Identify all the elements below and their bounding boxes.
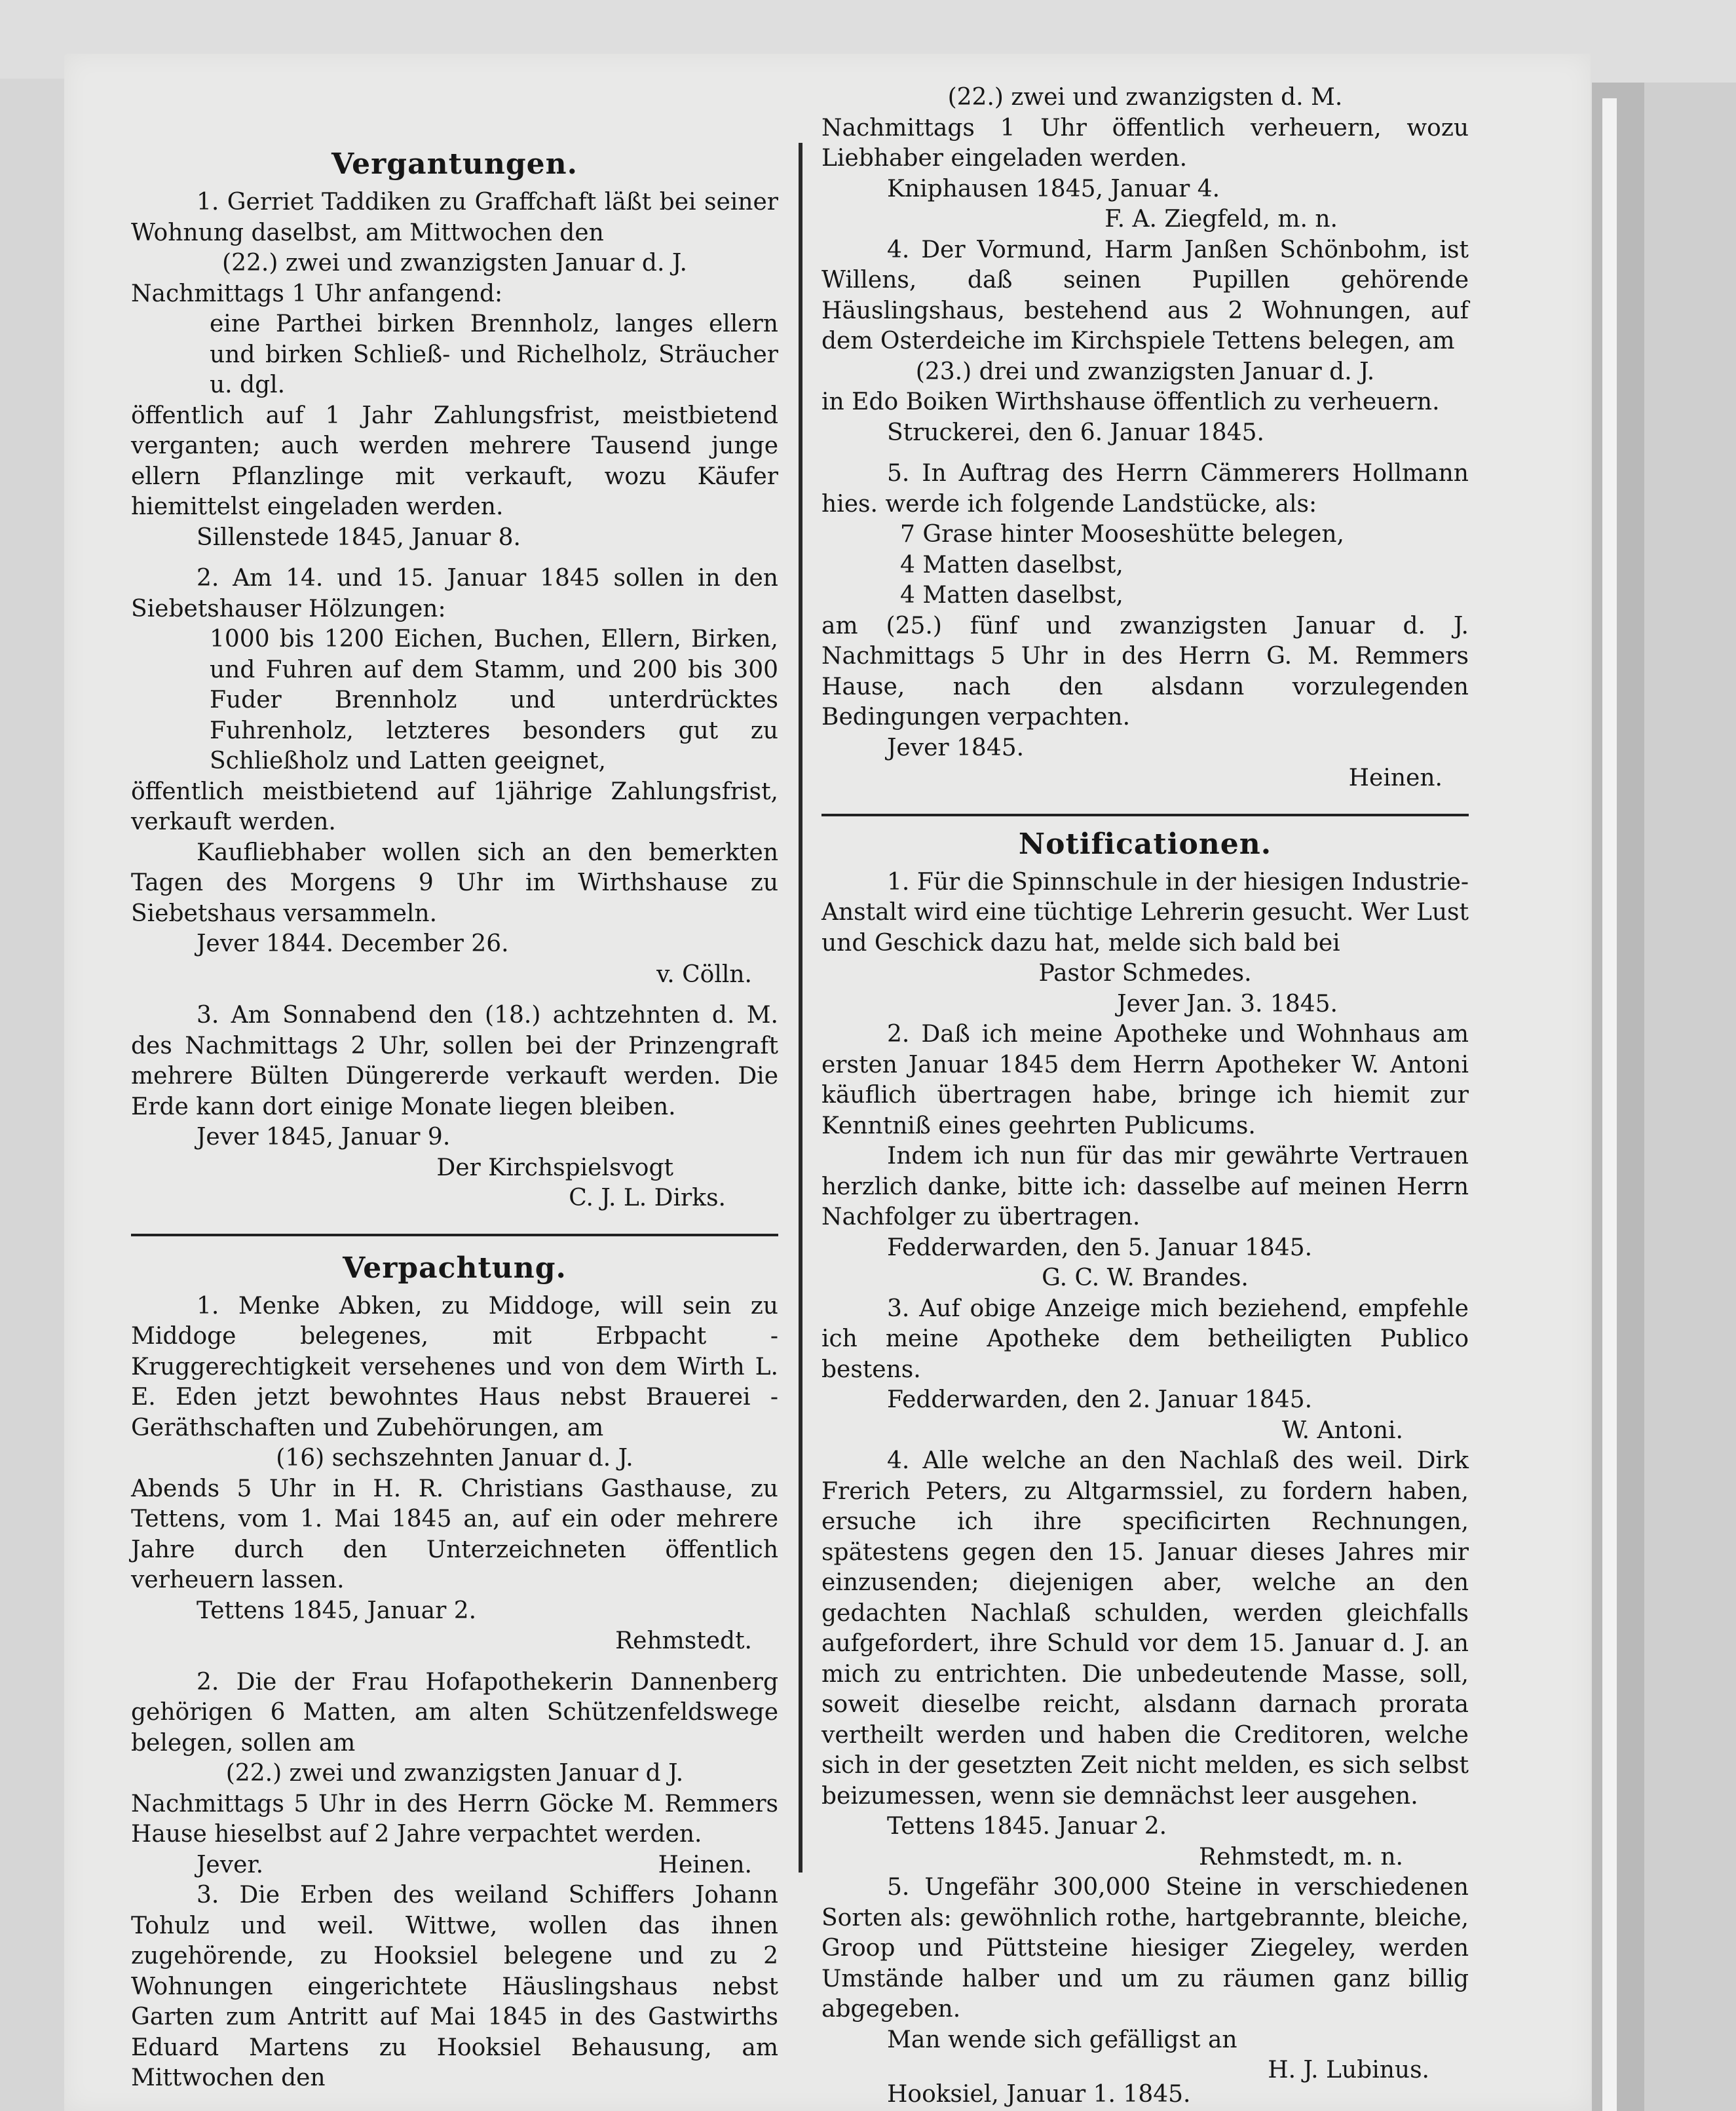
vergantung-1-time: Nachmittags 1 Uhr anfangend: [131, 280, 503, 307]
notification-3-signature: W. Antoni. [1281, 1417, 1403, 1444]
notification-5-signature: H. J. Lubinus. [1268, 2057, 1429, 2083]
section-rule [131, 1234, 778, 1236]
notification-5-continuation: Man wende sich gefälligst an [887, 2026, 1237, 2053]
vergantung-2-buyers: Kaufliebhaber wollen sich an den bemerkten Tagen des Morgens 9 Uhr im Wirthshause zu Siebetshaus versammeln. [131, 839, 778, 927]
vergantung-3-place-date: Jever 1845, Januar 9. [197, 1124, 451, 1151]
verpachtung-1-text: 1. Menke Abken, zu Middoge, will sein zu Middoge belegenes, mit Erbpacht - Kruggerechtigkeit versehenes und von dem Wirth L. E. Eden jetzt bewohntes Haus nebst Brauerei - Geräthschaften und Zubehörungen, am [131, 1292, 778, 1441]
previous-page-edge [0, 79, 67, 2111]
vergantung-1-place-date: Sillenstede 1845, Januar 8. [197, 523, 521, 551]
notification-1-place-date: Jever Jan. 3. 1845. [1117, 990, 1338, 1017]
verpachtung-4-place-date: Struckerei, den 6. Januar 1845. [887, 419, 1264, 446]
verpachtung-4-text: 4. Der Vormund, Harm Janßen Schönbohm, ist Willens, daß seinen Pupillen gehörende Häuslingshaus, bestehend aus 2 Wohnungen, auf dem Osterdeiche im Kirchspiele Tettens belegen, am [821, 236, 1469, 354]
vergantung-2-place-date: Jever 1844. December 26. [197, 930, 509, 957]
verpachtung-1-signature: Rehmstedt. [615, 1627, 752, 1654]
vergantung-1-text: 1. Gerriet Taddiken zu Graffchaft läßt bei seiner Wohnung daselbst, am Mittwochen den [131, 189, 778, 246]
verpachtung-4-date: (23.) drei und zwanzigsten Januar d. J. [915, 358, 1375, 385]
verpachtung-2-date: (22.) zwei und zwanzigsten Januar d J. [225, 1760, 684, 1787]
vergantung-3-signature-name: C. J. L. Dirks. [569, 1185, 726, 1211]
verpachtung-2-continuation: Nachmittags 5 Uhr in des Herrn Göcke M. Remmers Hause hieselbst auf 2 Jahre verpachtet werden. [131, 1790, 778, 1848]
book-edge-shadow [1592, 83, 1644, 2111]
column-divider [799, 143, 802, 1873]
vergantung-2-continuation: öffentlich meistbietend auf 1jährige Zahlungsfrist, verkauft werden. [131, 778, 778, 835]
vergantung-1-continuation: öffentlich auf 1 Jahr Zahlungsfrist, meistbietend verganten; auch werden mehrere Tausend junge ellern Pflanzlinge mit verkauft, wozu Käufer hiemittelst eingeladen werden. [131, 402, 778, 520]
verpachtung-5-item-1: 7 Grase hinter Mooseshütte belegen, [900, 521, 1344, 548]
heading-vergantungen: Vergantungen. [331, 147, 578, 181]
notification-3-text: 3. Auf obige Anzeige mich beziehend, empfehle ich meine Apotheke dem betheiligten Publico bestens. [821, 1295, 1469, 1383]
vergantung-3-text: 3. Am Sonnabend den (18.) achtzehnten d. M. des Nachmittags 2 Uhr, sollen bei der Prinzengraft mehrere Bülten Düngererde verkauft werden. Die Erde kann dort einige Monate liegen bleiben. [131, 1002, 778, 1120]
notification-4-signature: Rehmstedt, m. n. [1198, 1843, 1403, 1871]
notification-5-text: 5. Ungefähr 300,000 Steine in verschiedenen Sorten als: gewöhnlich rothe, hartgebrannte, bleiche, Groop und Püttsteine hiesiger Ziegeley, werden Umstände halber und um zu räumen ganz billig abgegeben. [821, 1874, 1469, 2023]
notification-4-text: 4. Alle welche an den Nachlaß des weil. Dirk Frerich Peters, zu Altgarmssiel, zu fordern haben, ersuche ich ihre specificirten Rechnungen, spätestens gegen den 15. Januar dieses Jahres mir einzusenden; diejenigen aber, welche an den gedachten Nachlaß schulden, werden gleichfalls aufgefordert, ihre Schuld vor dem 15. Januar d. J. an mich zu entrichten. Die unbedeutende Masse, soll, soweit dieselbe reicht, alsdann darnach prorata vertheilt werden und haben die Creditoren, welche sich in der gesetzten Zeit nicht melden, es sich selbst beizumessen, wenn sie demnächst leer ausgehen. [821, 1447, 1469, 1810]
notification-1-name: Pastor Schmedes. [1038, 960, 1252, 987]
verpachtung-2-signature: Heinen. [658, 1851, 752, 1878]
notification-2-signature: G. C. W. Brandes. [1042, 1265, 1249, 1291]
notification-1-text: 1. Für die Spinnschule in der hiesigen Industrie-Anstalt wird eine tüchtige Lehrerin gesucht. Wer Lust und Geschick dazu hat, melde sich bald bei [821, 868, 1469, 957]
notification-2-place-date: Fedderwarden, den 5. Januar 1845. [887, 1234, 1313, 1261]
verpachtung-1-continuation: Abends 5 Uhr in H. R. Christians Gasthause, zu Tettens, vom 1. Mai 1845 an, auf ein oder mehrere Jahre durch den Unterzeichneten öffentlich verheuern lassen. [131, 1475, 778, 1593]
verpachtung-3-date: (22.) zwei und zwanzigsten d. M. [947, 84, 1343, 111]
vergantung-1-date: (22.) zwei und zwanzigsten Januar d. J. [222, 250, 687, 276]
verpachtung-4-continuation: in Edo Boiken Wirthshause öffentlich zu verheuern. [821, 389, 1440, 415]
left-column [131, 83, 778, 2094]
vergantung-2-text: 2. Am 14. und 15. Januar 1845 sollen in den Siebetshauser Hölzungen: [131, 565, 778, 622]
verpachtung-3-text: 3. Die Erben des weiland Schiffers Johann Tohulz und weil. Wittwe, wollen das ihnen zugehörende, zu Hooksiel belegene und zu 2 Wohnungen eingerichtete Häuslingshaus nebst Garten zum Antritt auf Mai 1845 in des Gastwirths Eduard Martens zu Hooksiel Behausung, am Mittwochen den [131, 1882, 778, 2091]
verpachtung-1-date: (16) sechszehnten Januar d. J. [276, 1445, 633, 1472]
verpachtung-5-signature: Heinen. [1348, 765, 1443, 791]
notification-4-place-date: Tettens 1845. Januar 2. [887, 1813, 1167, 1840]
vergantung-3-signature-title: Der Kirchspielsvogt [436, 1154, 673, 1181]
section-rule [821, 814, 1469, 816]
vergantung-1-items: eine Parthei birken Brennholz, langes ellern und birken Schließ- und Richelholz, Sträucher u. dgl. [210, 311, 778, 398]
heading-notificationen: Notificationen. [1018, 827, 1272, 861]
verpachtung-5-place-date: Jever 1845. [887, 734, 1025, 761]
verpachtung-2-place: Jever. [197, 1851, 264, 1878]
right-column [821, 83, 1469, 2110]
vergantung-2-items: 1000 bis 1200 Eichen, Buchen, Ellern, Birken, und Fuhren auf dem Stamm, und 200 bis 300 Fuder Brennholz und unterdrücktes Fuhrenholz, letzteres besonders gut zu Schließholz und Latten geeignet, [210, 626, 778, 774]
notification-3-place-date: Fedderwarden, den 2. Januar 1845. [887, 1386, 1313, 1413]
vergantung-2-signature: v. Cölln. [656, 960, 752, 988]
verpachtung-5-item-3: 4 Matten daselbst, [900, 582, 1123, 609]
verpachtung-3-place-date: Kniphausen 1845, Januar 4. [887, 175, 1220, 202]
book-edge-highlight [1602, 98, 1617, 2111]
verpachtung-5-continuation: am (25.) fünf und zwanzigsten Januar d. J. Nachmittags 5 Uhr in des Herrn G. M. Remmers Hause, nach den alsdann vorzulegenden Bedingungen verpachten. [821, 612, 1469, 731]
verpachtung-3-signature: F. A. Ziegfeld, m. n. [1104, 206, 1338, 233]
verpachtung-2-text: 2. Die der Frau Hofapothekerin Dannenberg gehörigen 6 Matten, am alten Schützenfeldswege belegen, sollen am [131, 1668, 778, 1757]
verpachtung-3-continuation: Nachmittags 1 Uhr öffentlich verheuern, wozu Liebhaber eingeladen werden. [821, 114, 1469, 172]
verpachtung-1-place-date: Tettens 1845, Januar 2. [197, 1597, 477, 1624]
verpachtung-2-footer [131, 1850, 778, 1881]
verpachtung-5-item-2: 4 Matten daselbst, [900, 551, 1123, 579]
heading-verpachtung: Verpachtung. [343, 1251, 567, 1285]
notification-2-text: 2. Daß ich meine Apotheke und Wohnhaus am ersten Januar 1845 dem Herrn Apotheker W. Antoni käuflich übertragen habe, bringe ich hiemit zur Kenntniß eines geehrten Publicums. [821, 1021, 1469, 1139]
notification-5-place-date: Hooksiel, Januar 1. 1845. [887, 2080, 1191, 2108]
notification-2-continuation: Indem ich nun für das mir gewährte Vertrauen herzlich danke, bitte ich: dasselbe auf meinen Herrn Nachfolger zu übertragen. [821, 1143, 1469, 1230]
verpachtung-5-text: 5. In Auftrag des Herrn Cämmerers Hollmann hies. werde ich folgende Landstücke, als: [821, 460, 1469, 518]
